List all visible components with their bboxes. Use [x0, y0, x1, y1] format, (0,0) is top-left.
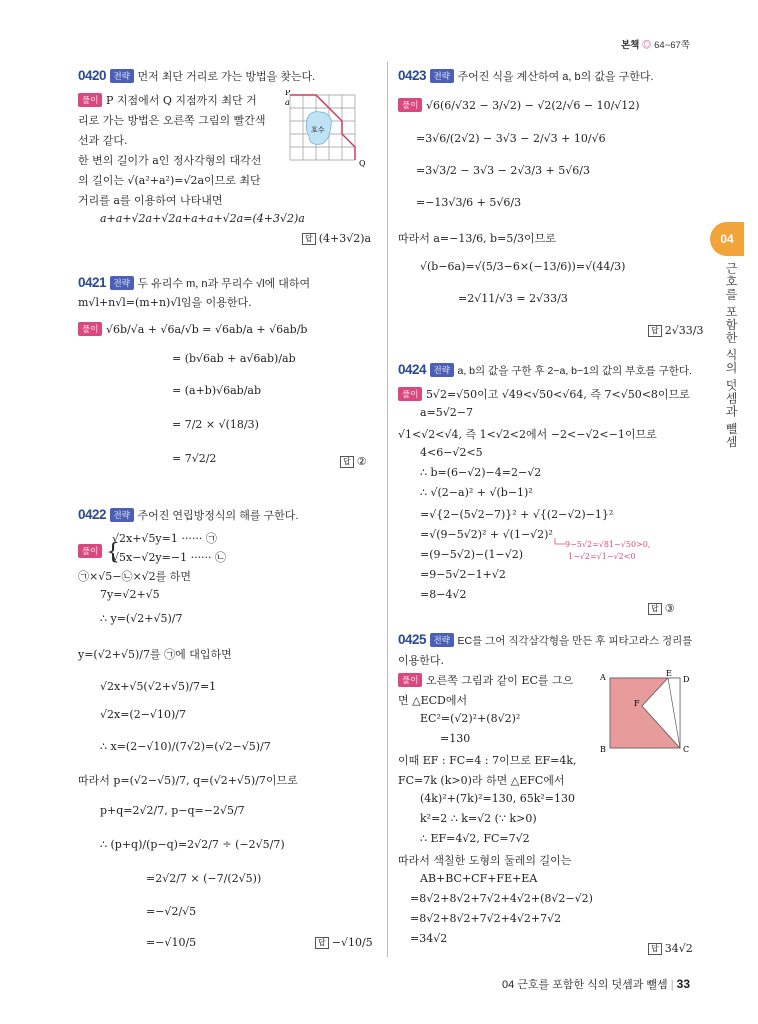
- answer: [648, 942, 693, 955]
- solution-line: √2x=(2−√10)/7: [100, 708, 186, 721]
- solution-line: =130: [440, 732, 471, 745]
- strategy-tag: 전략: [110, 508, 134, 522]
- solution-line: 따라서 p=(√2−√5)/7, q=(√2+√5)/7이므로: [78, 774, 298, 787]
- label-a: a: [285, 98, 290, 107]
- answer: [315, 936, 373, 949]
- text: √6b/√a + √6a/√b = √6ab/a + √6ab/b: [105, 323, 308, 336]
- answer-value: 34√2: [664, 942, 693, 955]
- solution-line: =3√6/(2√2) − 3√3 − 2/√3 + 10/√6: [416, 132, 606, 145]
- solution-line: √(b−6a)=√(5/3−6×(−13/6))=√(44/3): [420, 260, 626, 273]
- answer-box: 답: [340, 456, 354, 468]
- solution-tag: 풀이: [398, 673, 422, 687]
- solution-tag: 풀이: [398, 387, 422, 401]
- problem-number: 0425: [398, 632, 427, 647]
- problem-0424-heading: [398, 362, 692, 378]
- solution-line: 4<6−√2<5: [420, 446, 483, 459]
- solution-line: 거리를 a를 이용하여 나타내면: [78, 194, 223, 207]
- solution-line: 선과 같다.: [78, 134, 128, 147]
- solution-line: 의 길이는 √(a²+a²)=√2a이므로 최단: [78, 174, 261, 187]
- solution-line: a=5√2−7: [420, 406, 473, 419]
- brace-icon: {: [105, 540, 120, 565]
- problem-0420-heading: [78, 68, 315, 84]
- footer-chapter: 04 근호를 포함한 식의 덧셈과 뺄셈: [502, 979, 668, 991]
- solution-line: =8√2+8√2+7√2+4√2+(8√2−√2): [410, 892, 593, 905]
- answer-value: ②: [356, 455, 367, 468]
- solution-line: 이때 EF : FC=4 : 7이므로 EF=4k,: [398, 754, 577, 767]
- solution-line: = 7/2 × √(18/3): [172, 418, 259, 431]
- solution-line: FC=7k (k>0)라 하면 △EFC에서: [398, 774, 565, 787]
- label-d: D: [683, 675, 690, 684]
- solution-line: ∴ b=(6−√2)−4=2−√2: [420, 466, 542, 479]
- solution-line: 한 변의 길이가 a인 정사각형의 대각선: [78, 154, 262, 167]
- solution-line: a+a+√2a+√2a+a+a+√2a=(4+3√2)a: [100, 212, 305, 225]
- answer-value: 2√33/3: [664, 324, 704, 337]
- answer-box: 답: [648, 603, 662, 615]
- page-number: 33: [676, 977, 690, 991]
- strategy-text-2: 이용한다.: [398, 654, 445, 667]
- solution-line: 7y=√2+√5: [100, 588, 160, 601]
- solution-line: √1<√2<√4, 즉 1<√2<2에서 −2<−√2<−1이므로: [398, 428, 657, 441]
- answer: [340, 455, 367, 468]
- solution-line: 따라서 색칠한 도형의 둘레의 길이는: [398, 854, 572, 867]
- answer-value: (4+3√2)a: [318, 232, 372, 245]
- answer: [648, 324, 703, 337]
- footer-separator: |: [670, 979, 674, 991]
- solution-line: EC²=(√2)²+(8√2)²: [420, 712, 521, 725]
- solution-line: = (a+b)√6ab/ab: [172, 384, 262, 397]
- strategy-tag: 전략: [430, 69, 454, 83]
- strategy-text: 주어진 식을 계산하여 a, b의 값을 구한다.: [457, 71, 654, 83]
- problem-0422-heading: [78, 507, 298, 523]
- solution-line: ∴ x=(2−√10)/(7√2)=(√2−√5)/7: [100, 740, 271, 753]
- label-p: P: [285, 90, 291, 97]
- answer: [302, 232, 371, 245]
- solution-line: [398, 672, 573, 688]
- solution-line: [398, 98, 640, 112]
- header-dot-icon: ◎: [641, 40, 652, 51]
- problem-number: 0420: [78, 68, 107, 83]
- strategy-text: 먼저 최단 거리로 가는 방법을 찾는다.: [137, 71, 316, 83]
- column-divider: [387, 62, 388, 957]
- header-book: 본책: [620, 40, 640, 51]
- solution-line: √2x+√5(√2+√5)/7=1: [100, 680, 217, 693]
- solution-line: AB+BC+CF+FE+EA: [420, 872, 538, 885]
- solution-line: ㉠×√5−㉡×√2를 하면: [78, 570, 192, 583]
- solution-line: 면 △ECD에서: [398, 694, 468, 707]
- solution-line: [78, 92, 257, 108]
- answer-value: −√10/5: [331, 936, 373, 949]
- note-bracket-icon: [553, 538, 567, 550]
- chapter-side-title: 근호를 포함한 식의 덧셈과 뺄셈: [724, 262, 738, 449]
- solution-line: = (b√6ab + a√6ab)/ab: [172, 352, 296, 365]
- solution-line: ∴ EF=4√2, FC=7√2: [420, 832, 530, 845]
- strategy-text-2: m√l+n√l=(m+n)√l임을 이용한다.: [78, 296, 252, 309]
- solution-line: (4k)²+(7k)²=130, 65k²=130: [420, 792, 576, 805]
- problem-number: 0424: [398, 362, 427, 377]
- answer-box: 답: [648, 325, 662, 337]
- answer-box: 답: [302, 233, 316, 245]
- label-c: C: [683, 745, 690, 754]
- solution-line: =−√2/√5: [146, 905, 197, 918]
- strategy-tag: 전략: [430, 363, 454, 377]
- square-figure: [598, 668, 698, 754]
- strategy-tag: 전략: [110, 276, 134, 290]
- page-header: [621, 37, 690, 51]
- answer: [648, 602, 675, 615]
- strategy-tag: 전략: [430, 633, 454, 647]
- solution-line: 리로 가는 방법은 오른쪽 그림의 빨간색: [78, 114, 266, 127]
- solution-line: =2√11/√3 = 2√33/3: [458, 292, 568, 305]
- solution-line: ∴ (p+q)/(p−q)=2√2/7 ÷ (−2√5/7): [100, 838, 285, 851]
- solution-tag: 풀이: [78, 322, 102, 336]
- solution-line: =8−4√2: [420, 588, 467, 601]
- label-e: E: [666, 669, 672, 678]
- label-a: A: [600, 673, 606, 682]
- solution-line: =34√2: [410, 932, 448, 945]
- problem-number: 0421: [78, 275, 107, 290]
- solution-line: =−√10/5: [146, 936, 197, 949]
- solution-line: =−13√3/6 + 5√6/3: [416, 196, 522, 209]
- header-pages: 64~67쪽: [654, 40, 690, 51]
- strategy-tag: 전략: [110, 69, 134, 83]
- solution-line: √2x+√5y=1 ······ ㉠: [112, 532, 217, 545]
- problem-0421-heading: [78, 275, 310, 291]
- label-lake: 호수: [311, 127, 325, 134]
- side-note: 9−5√2=√81−√50>0,: [565, 540, 651, 549]
- label-f: F: [634, 699, 640, 708]
- label-b: B: [600, 745, 606, 754]
- solution-line: √5x−√2y=−1 ······ ㉡: [112, 551, 227, 564]
- solution-tag: 풀이: [78, 93, 102, 107]
- solution-line: =3√3/2 − 3√3 − 2√3/3 + 5√6/3: [416, 164, 590, 177]
- answer-box: 답: [315, 937, 329, 949]
- text: √6(6/√32 − 3/√2) − √2(2/√6 − 10/√12): [425, 99, 640, 112]
- solution-line: k²=2 ∴ k=√2 (∵ k>0): [420, 812, 537, 825]
- text: 5√2=√50이고 √49<√50<√64, 즉 7<√50<8이므로: [425, 388, 690, 401]
- answer-box: 답: [648, 943, 662, 955]
- solution-tag: 풀이: [78, 544, 102, 558]
- solution-line: =2√2/7 × (−7/(2√5)): [146, 872, 262, 885]
- solution-line: =(9−5√2)−(1−√2): [420, 548, 524, 561]
- solution-line: =√{2−(5√2−7)}² + √{(2−√2)−1}²: [420, 508, 614, 521]
- strategy-text: a, b의 값을 구한 후 2−a, b−1의 값의 부호를 구한다.: [457, 365, 692, 377]
- text: 오른쪽 그림과 같이 EC를 그으: [425, 674, 574, 687]
- problem-0425-heading: [398, 632, 692, 648]
- solution-line: 따라서 a=−13/6, b=5/3이므로: [398, 232, 556, 245]
- chapter-tab[interactable]: 04: [710, 222, 744, 256]
- solution-tag: 풀이: [398, 98, 422, 112]
- grid-figure: [285, 90, 375, 170]
- solution-line: =√(9−5√2)² + √(1−√2)²: [420, 528, 553, 541]
- page-footer: [502, 976, 690, 992]
- solution-line: =9−5√2−1+√2: [420, 568, 506, 581]
- solution-line: y=(√2+√5)/7를 ㉠에 대입하면: [78, 648, 232, 661]
- solution-line: ∴ √(2−a)² + √(b−1)²: [420, 486, 533, 499]
- strategy-text: 두 유리수 m, n과 무리수 √l에 대하여: [137, 278, 311, 290]
- solution-line: ∴ y=(√2+√5)/7: [100, 612, 183, 625]
- strategy-text: 주어진 연립방정식의 해를 구한다.: [137, 510, 299, 522]
- solution-line: = 7√2/2: [172, 452, 217, 465]
- solution-line: [398, 386, 690, 402]
- solution-line: =8√2+8√2+7√2+4√2+7√2: [410, 912, 562, 925]
- problem-number: 0423: [398, 68, 427, 83]
- label-q: Q: [359, 159, 366, 168]
- strategy-text: EC를 그어 직각삼각형을 만든 후 피타고라스 정리를: [457, 635, 693, 647]
- solution-line: p+q=2√2/7, p−q=−2√5/7: [100, 804, 245, 817]
- problem-number: 0422: [78, 507, 107, 522]
- answer-value: ③: [664, 602, 675, 615]
- text: P 지점에서 Q 지점까지 최단 거: [105, 94, 257, 107]
- side-note: 1−√2=√1−√2<0: [568, 552, 636, 561]
- problem-0423-heading: [398, 68, 654, 84]
- solution-line: [78, 322, 307, 336]
